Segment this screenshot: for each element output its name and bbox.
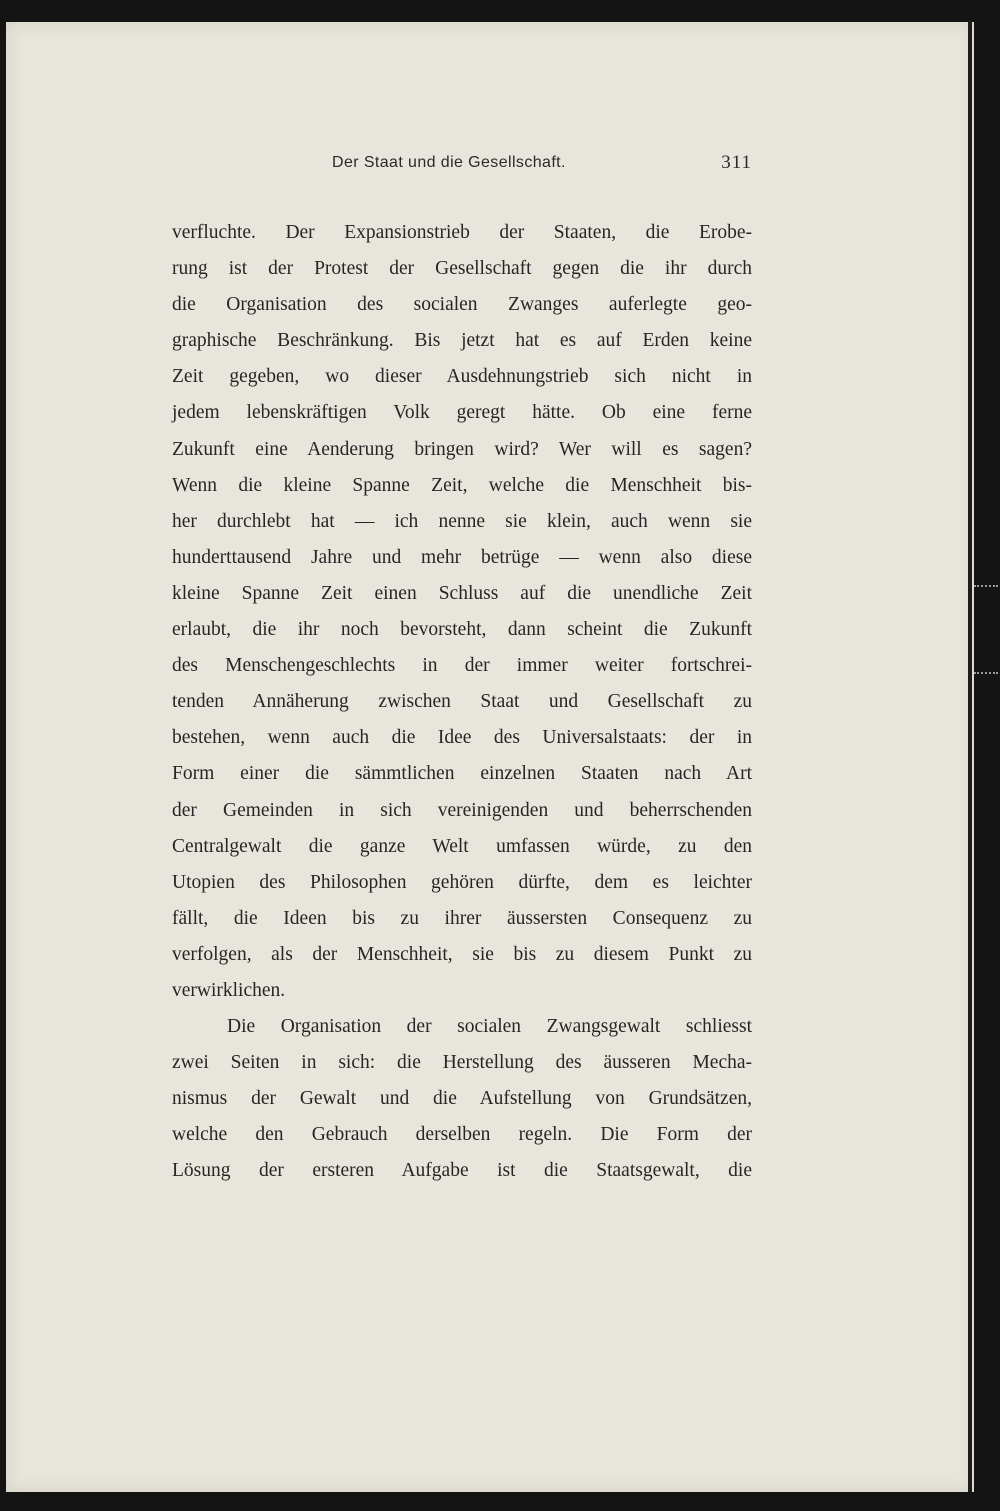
text-line: hunderttausend Jahre und mehr betrüge — wenn also diese xyxy=(172,546,752,568)
text-line: verfolgen, als der Menschheit, sie bis zu diesem Punkt zu xyxy=(172,943,752,965)
edge-mark xyxy=(974,585,998,589)
page-header xyxy=(172,152,752,180)
text-line: Form einer die sämmtlichen einzelnen Staaten nach Art xyxy=(172,763,752,785)
paragraph-last-line: verwirklichen. xyxy=(172,979,286,1001)
text-line: jedem lebenskräftigen Volk geregt hätte. Ob eine ferne xyxy=(172,402,752,424)
text-line: des Menschengeschlechts in der immer weiter fortschrei- xyxy=(172,655,752,677)
text-line: die Organisation des socialen Zwanges auferlegte geo- xyxy=(172,294,752,316)
text-line: kleine Spanne Zeit einen Schluss auf die unendliche Zeit xyxy=(172,582,752,604)
text-line: her durchlebt hat — ich nenne sie klein, auch wenn sie xyxy=(172,510,752,532)
text-line: bestehen, wenn auch die Idee des Universalstaats: der in xyxy=(172,727,752,749)
text-line: verfluchte. Der Expansionstrieb der Staaten, die Erobe- xyxy=(172,222,752,243)
paragraph-first-line: Die Organisation der socialen Zwangsgewalt schliesst xyxy=(227,1016,752,1038)
text-line: Centralgewalt die ganze Welt umfassen würde, zu den xyxy=(172,835,752,857)
text-line: Zeit gegeben, wo dieser Ausdehnungstrieb sich nicht in xyxy=(172,366,752,388)
text-line: Lösung der ersteren Aufgabe ist die Staatsgewalt, die xyxy=(172,1160,752,1182)
text-line: Utopien des Philosophen gehören dürfte, dem es leichter xyxy=(172,871,752,893)
text-line: nismus der Gewalt und die Aufstellung von Grundsätzen, xyxy=(172,1088,752,1110)
text-line: Wenn die kleine Spanne Zeit, welche die Menschheit bis- xyxy=(172,474,752,496)
page-edge-shadow xyxy=(968,20,972,1492)
text-line: der Gemeinden in sich vereinigenden und beherrschenden xyxy=(172,799,752,821)
text-line: fällt, die Ideen bis zu ihrer äussersten Consequenz zu xyxy=(172,907,752,929)
edge-mark xyxy=(974,672,998,676)
text-line: graphische Beschränkung. Bis jetzt hat es auf Erden keine xyxy=(172,330,752,352)
page-number: 311 xyxy=(721,152,752,173)
text-line: rung ist der Protest der Gesellschaft gegen die ihr durch xyxy=(172,258,752,280)
running-title: Der Staat und die Gesellschaft. xyxy=(332,154,566,171)
text-line: Zukunft eine Aenderung bringen wird? Wer will es sagen? xyxy=(172,438,752,460)
text-line: tenden Annäherung zwischen Staat und Gesellschaft zu xyxy=(172,691,752,713)
text-line: welche den Gebrauch derselben regeln. Die Form der xyxy=(172,1124,752,1146)
text-line: erlaubt, die ihr noch bevorsteht, dann scheint die Zukunft xyxy=(172,619,752,641)
text-line: zwei Seiten in sich: die Herstellung des äusseren Mecha- xyxy=(172,1052,752,1074)
body-text xyxy=(172,215,752,1190)
